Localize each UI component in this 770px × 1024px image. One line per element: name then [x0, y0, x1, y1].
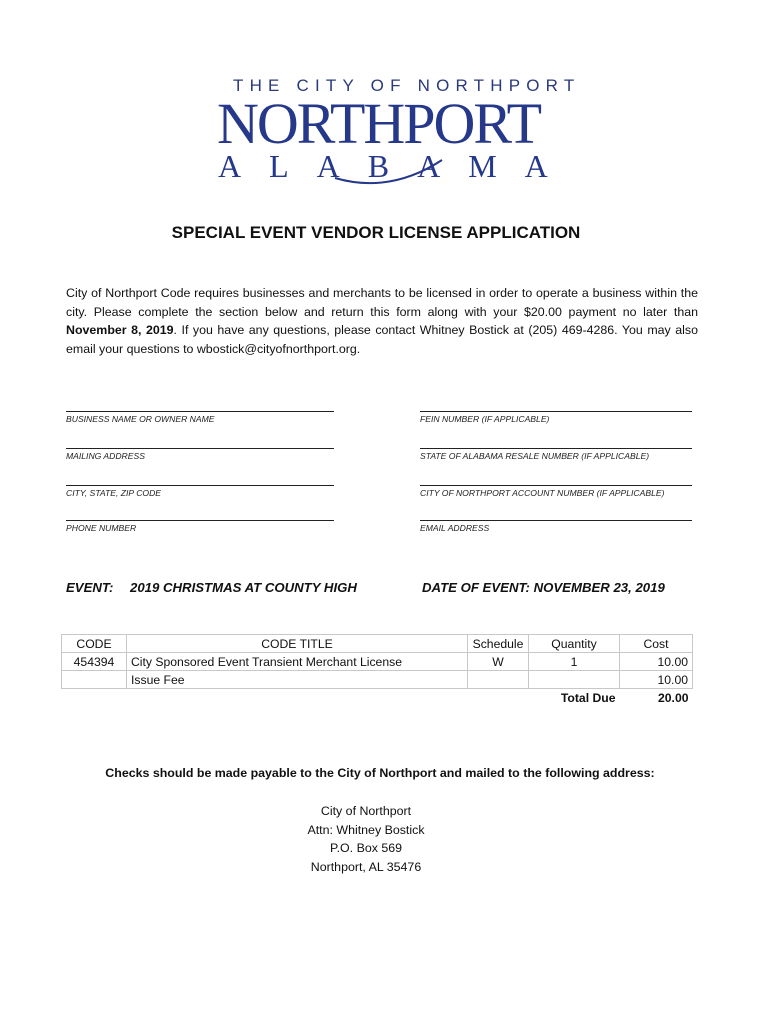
mailing-address-block	[0, 802, 732, 876]
header-quantity: Quantity	[529, 635, 620, 653]
total-spacer	[468, 689, 529, 707]
city-account-field[interactable]	[420, 485, 692, 498]
logo-top-text: THE CITY OF NORTHPORT	[233, 76, 581, 95]
event-date: DATE OF EVENT: NOVEMBER 23, 2019	[422, 580, 665, 595]
header-code-title: CODE TITLE	[127, 635, 468, 653]
phone-label: PHONE NUMBER	[66, 523, 137, 533]
event-name: 2019 CHRISTMAS AT COUNTY HIGH	[130, 580, 357, 595]
city-state-zip-label: CITY, STATE, ZIP CODE	[66, 488, 162, 498]
mailing-address-field[interactable]	[66, 448, 334, 461]
intro-paragraph	[66, 284, 698, 358]
table-header-row	[62, 635, 693, 653]
address-line: Northport, AL 35476	[310, 859, 422, 874]
state-resale-label: STATE OF ALABAMA RESALE NUMBER (IF APPLICABLE)	[420, 451, 650, 461]
city-account-label: CITY OF NORTHPORT ACCOUNT NUMBER (IF APPLICABLE)	[420, 488, 665, 498]
intro-part1: City of Northport Code requires businesses and merchants to be licensed in order to operate a business within the city. Please complete the section below and return this form along with your $20.00 payment no later than	[66, 286, 698, 319]
row-cost: 10.00	[620, 653, 693, 671]
row-schedule: W	[468, 653, 529, 671]
logo-state-text: ALABAMA	[218, 148, 576, 184]
fein-field[interactable]	[420, 411, 692, 424]
row-quantity	[529, 671, 620, 689]
intro-deadline: November 8, 2019	[66, 323, 174, 337]
table-row	[62, 653, 693, 671]
table-row	[62, 671, 693, 689]
event-label: EVENT:	[66, 580, 114, 595]
intro-part2: . If you have any questions, please contact Whitney Bostick at (205) 469-4286. You may also email your questions to wbostick@cityofnorthport.org.	[66, 323, 698, 356]
city-logo	[0, 0, 770, 200]
row-code	[62, 671, 127, 689]
row-code: 454394	[62, 653, 127, 671]
checks-note: Checks should be made payable to the City of Northport and mailed to the following address:	[105, 766, 655, 780]
state-resale-field[interactable]	[420, 448, 692, 461]
city-state-zip-field[interactable]	[66, 485, 334, 498]
total-label: Total Due	[560, 690, 616, 705]
row-title: City Sponsored Event Transient Merchant License	[127, 653, 468, 671]
business-name-label: BUSINESS NAME OR OWNER NAME	[66, 414, 215, 424]
email-field[interactable]	[420, 520, 692, 533]
mailing-address-label: MAILING ADDRESS	[66, 451, 145, 461]
email-label: EMAIL ADDRESS	[420, 523, 490, 533]
fein-label: FEIN NUMBER (IF APPLICABLE)	[420, 414, 550, 424]
header-cost: Cost	[620, 635, 693, 653]
page-title: SPECIAL EVENT VENDOR LICENSE APPLICATION	[171, 223, 581, 242]
row-cost: 10.00	[620, 671, 693, 689]
total-spacer	[62, 689, 127, 707]
address-line: P.O. Box 569	[329, 841, 403, 855]
business-name-field[interactable]	[66, 411, 334, 424]
phone-field[interactable]	[66, 520, 334, 533]
logo-main-text: NORTHPORT	[217, 91, 541, 156]
row-quantity: 1	[529, 653, 620, 671]
total-value: 20.00	[658, 690, 689, 705]
address-line: Attn: Whitney Bostick	[307, 822, 425, 837]
total-spacer	[127, 689, 468, 707]
header-code: CODE	[62, 635, 127, 653]
address-line: City of Northport	[320, 804, 412, 818]
row-title: Issue Fee	[127, 671, 468, 689]
fee-table	[61, 634, 693, 706]
header-schedule: Schedule	[468, 635, 529, 653]
total-row	[62, 689, 693, 707]
logo-swoosh-icon	[330, 150, 450, 190]
row-schedule	[468, 671, 529, 689]
